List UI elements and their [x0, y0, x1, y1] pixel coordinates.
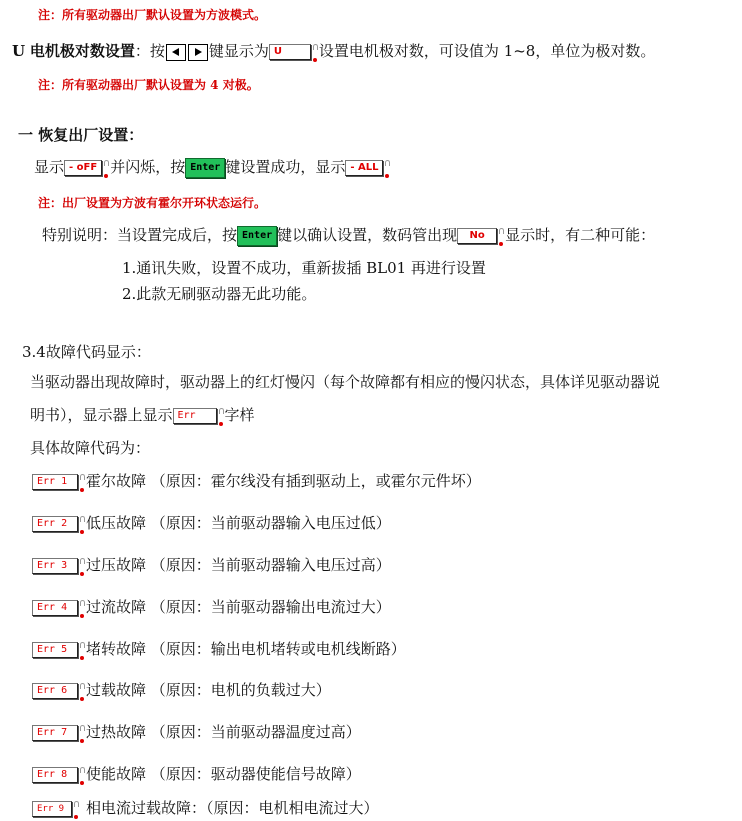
all-display: [345, 160, 383, 176]
all-display-text: - ALL: [350, 162, 379, 173]
err-display: [173, 408, 217, 424]
no-display-text: No: [469, 230, 485, 241]
err1-desc: 霍尔故障 （原因：霍尔线没有插到驱动上，或霍尔元件坏）: [86, 472, 481, 490]
err6-desc: 过载故障 （原因：电机的负载过大）: [86, 681, 331, 699]
err9-display: [32, 801, 72, 817]
err4-display: [32, 600, 78, 616]
err7-code: Err 7: [37, 727, 68, 738]
err8-desc: 使能故障 （原因：驱动器使能信号故障）: [86, 765, 361, 783]
restore-heading: 一 恢复出厂设置：: [18, 126, 144, 144]
pole-display-text: U: [273, 46, 283, 57]
fault-item-1: [32, 470, 481, 491]
restore-t3: 键设置成功，显示: [225, 158, 346, 176]
fault-heading: 3.4故障代码显示：: [22, 343, 151, 361]
err1-code: Err 1: [37, 476, 68, 487]
restore-t1: 显示: [34, 158, 65, 176]
note-default-mode: 注：所有驱动器出厂默认设置为方波模式。: [38, 8, 267, 22]
err6-code: Err 6: [37, 685, 68, 696]
err7-display: [32, 725, 78, 741]
pole-pair-line: [12, 40, 655, 61]
err8-display: [32, 767, 78, 783]
enter-key-icon: Enter: [185, 158, 225, 178]
fault-para2-b: 字样: [224, 406, 255, 424]
err5-code: Err 5: [37, 644, 68, 655]
special-t3: 显示时，有二种可能：: [505, 226, 656, 244]
err-display-text: Err: [177, 410, 196, 421]
off-display: [64, 160, 102, 176]
special-item-2: 2.此款无刷驱动器无此功能。: [122, 285, 317, 303]
pole-display: [269, 44, 311, 60]
restore-t2: 并闪烁，按: [110, 158, 186, 176]
fault-para2-a: 明书），显示器上显示: [30, 406, 173, 424]
err6-display: [32, 683, 78, 699]
fault-item-7: [32, 721, 361, 742]
off-display-text: - oFF: [69, 162, 98, 173]
err4-desc: 过流故障 （原因：当前驱动器输出电流过大）: [86, 598, 391, 616]
fault-item-2: [32, 512, 391, 533]
err3-desc: 过压故障 （原因：当前驱动器输入电压过高）: [86, 556, 391, 574]
err3-display: [32, 558, 78, 574]
pole-prefix: U: [12, 42, 26, 60]
right-arrow-key-icon: [188, 44, 208, 61]
err2-desc: 低压故障 （原因：当前驱动器输入电压过低）: [86, 514, 391, 532]
restore-line: [34, 156, 391, 178]
left-arrow-key-icon: [166, 44, 186, 61]
pole-text-key: 键显示为: [208, 42, 269, 60]
special-t1: 特别说明：当设置完成后，按: [42, 226, 238, 244]
fault-item-9: [32, 797, 379, 818]
special-t2: 键以确认设置，数码管出现: [277, 226, 458, 244]
special-line: [42, 224, 655, 246]
fault-para1: 当驱动器出现故障时，驱动器上的红灯慢闪（每个故障都有相应的慢闪状态，具体详见驱动器说: [30, 373, 661, 391]
fault-codes-label: 具体故障代码为：: [30, 439, 151, 457]
fault-item-6: [32, 679, 331, 700]
fault-item-4: [32, 596, 391, 617]
fault-item-8: [32, 763, 361, 784]
pole-text-press: ：按: [134, 42, 165, 60]
pole-label: 电机极对数设置: [29, 42, 135, 60]
no-display: [457, 228, 497, 244]
enter-key-icon-2: Enter: [237, 226, 277, 246]
err3-code: Err 3: [37, 560, 68, 571]
special-item-1: 1.通讯失败，设置不成功，重新拔插 BL01 再进行设置: [122, 259, 486, 277]
err9-desc: 相电流过载故障：（原因：电机相电流过大）: [86, 799, 379, 817]
pole-text-after: 设置电机极对数，可设值为 1~8，单位为极对数。: [318, 42, 656, 60]
err2-display: [32, 516, 78, 532]
fault-item-5: [32, 638, 406, 659]
err5-desc: 堵转故障 （原因：输出电机堵转或电机线断路）: [86, 640, 406, 658]
err1-display: [32, 474, 78, 490]
fault-para2: [30, 404, 255, 425]
note-default-poles: 注：所有驱动器出厂默认设置为 4 对极。: [38, 78, 259, 92]
err5-display: [32, 642, 78, 658]
err7-desc: 过热故障 （原因：当前驱动器温度过高）: [86, 723, 361, 741]
note-factory-hall: 注：出厂设置为方波有霍尔开环状态运行。: [38, 196, 267, 210]
fault-item-3: [32, 554, 391, 575]
err4-code: Err 4: [37, 602, 68, 613]
err8-code: Err 8: [37, 769, 68, 780]
err9-code: Err 9: [37, 804, 65, 814]
err2-code: Err 2: [37, 518, 68, 529]
